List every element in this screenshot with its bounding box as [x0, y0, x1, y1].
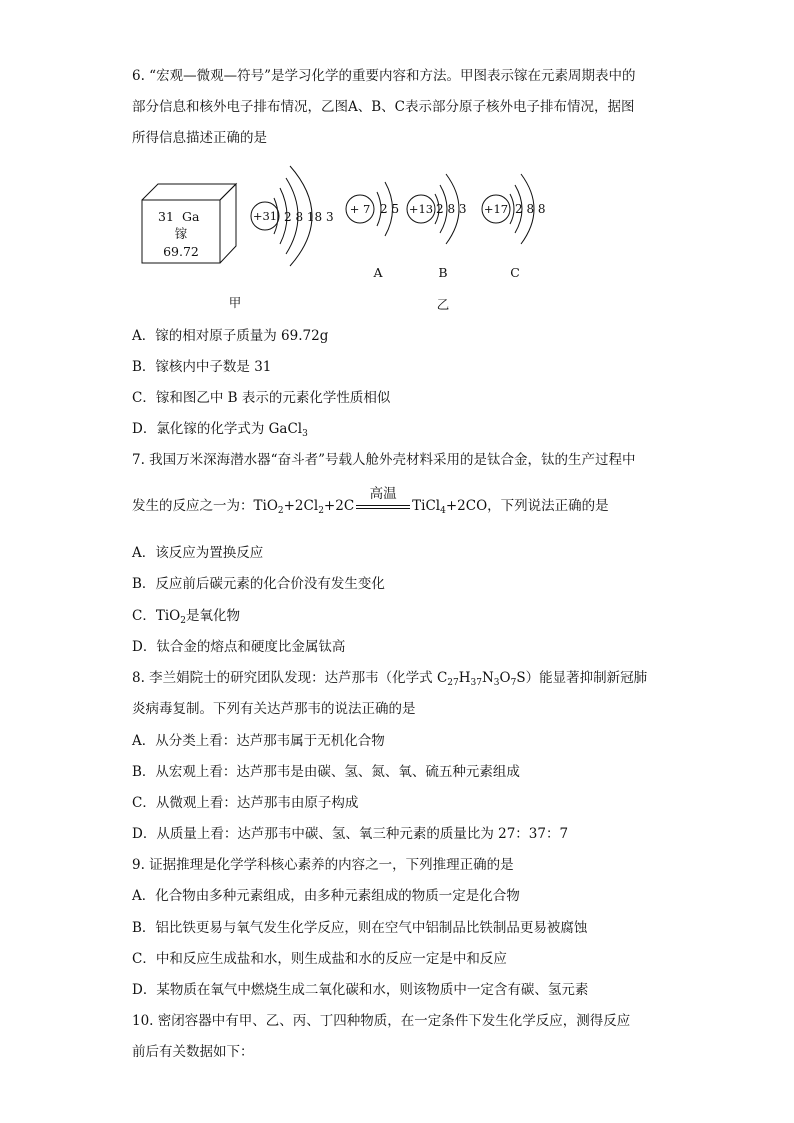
q8-option-b: B．从宏观上看：达芦那韦是由碳、氢、氮、氧、硫五种元素组成	[132, 764, 520, 780]
q8-option-a: A．从分类上看：达芦那韦属于无机化合物	[132, 733, 385, 749]
q9-stem: 9. 证据推理是化学学科核心素养的内容之一，下列推理正确的是	[132, 857, 514, 873]
q8-option-d: D．从质量上看：达芦那韦中碳、氢、氧三种元素的质量比为 27：37：7	[132, 826, 569, 842]
reaction-arrow	[354, 486, 412, 516]
q6-stem-line-3: 所得信息描述正确的是	[132, 130, 267, 146]
q7-eq-part-4: TiCl	[412, 498, 441, 514]
tile-name: 镓	[174, 226, 188, 241]
q9-option-c: C．中和反应生成盐和水，则生成盐和水的反应一定是中和反应	[132, 951, 507, 967]
q7-stem-line-2	[132, 486, 609, 516]
atom-c-nucleus-charge: +17	[483, 202, 509, 216]
q7-eq-sub-2: 2	[318, 506, 324, 516]
q7-eq-sub-3: 4	[440, 506, 446, 516]
atom-c-shell-1	[510, 194, 514, 224]
q8-formula-sub-n: 3	[493, 678, 500, 688]
q8-formula-h: H	[458, 670, 471, 686]
ga-electron-counts: 2 8 18 3	[284, 210, 334, 224]
atom-c-electron-counts: 2 8 8	[515, 202, 546, 216]
element-tile-side	[220, 184, 236, 263]
q9-option-b: B．铝比铁更易与氧气发生化学反应，则在空气中铝制品比铁制品更易被腐蚀	[132, 920, 588, 936]
tile-mass: 69.72	[163, 244, 199, 259]
q7-eq-part-2: +2Cl	[283, 498, 319, 514]
q8-formula-n: N	[481, 670, 494, 686]
q10-stem-line-2: 前后有关数据如下：	[132, 1044, 254, 1060]
tile-symbol: Ga	[182, 209, 200, 224]
reaction-condition: 高温	[369, 486, 397, 502]
q9-option-a: A．化合物由多种元素组成，由多种元素组成的物质一定是化合物	[132, 888, 520, 904]
q8-stem-text-rest: S）能显著抑制新冠肺	[516, 670, 648, 686]
reaction-equals-top	[356, 505, 410, 506]
q7-option-c-rest: 是氧化物	[185, 608, 240, 624]
q9-option-d: D．某物质在氧气中燃烧生成二氧化碳和水，则该物质中一定含有碳、氢元素	[132, 982, 589, 998]
q6-option-d-subscript: 3	[302, 429, 308, 439]
q7-eq-part-3: +2C	[323, 498, 355, 514]
q7-stem-line-1: 7. 我国万米深海潜水器“奋斗者”号载人舱外壳材料采用的是钛合金，钛的生产过程中	[132, 452, 636, 468]
q8-formula-sub-h: 37	[470, 678, 482, 688]
q7-option-c	[132, 606, 240, 626]
reaction-equals-bottom	[356, 508, 410, 509]
q8-option-c: C．从微观上看：达芦那韦由原子构成	[132, 795, 359, 811]
q7-eq-part-5: +2CO，下列说法正确的是	[445, 498, 609, 514]
q6-option-a: A．镓的相对原子质量为 69.72g	[132, 328, 329, 344]
q7-option-d: D．钛合金的熔点和硬度比金属钛高	[132, 639, 346, 655]
q6-stem-line-1: 6. “宏观—微观—符号”是学习化学的重要内容和方法。甲图表示镓在元素周期表中的	[132, 68, 636, 84]
q6-option-c: C．镓和图乙中 B 表示的元素化学性质相似	[132, 390, 391, 406]
atom-b-nucleus-charge: +13	[408, 202, 434, 216]
q7-option-c-text: C．TiO	[132, 608, 181, 624]
q7-option-b: B．反应前后碳元素的化合价没有发生变化	[132, 576, 385, 592]
q6-option-d-text: D．氯化镓的化学式为 GaCl	[132, 421, 303, 437]
tile-atomic-number: 31	[158, 209, 174, 224]
q7-option-c-subscript: 2	[180, 616, 186, 626]
atom-a-nucleus-charge: + 7	[349, 202, 371, 216]
q7-eq-sub-1: 2	[277, 506, 284, 516]
atom-c-label: C	[510, 265, 520, 280]
q6-figure	[130, 160, 570, 320]
q8-formula-o: O	[499, 670, 511, 686]
q6-option-b: B．镓核内中子数是 31	[132, 359, 272, 375]
atom-a-label: A	[373, 265, 383, 280]
atom-b-electron-counts: 2 8 3	[436, 202, 467, 216]
figure-label-jia: 甲	[228, 295, 242, 310]
q8-stem-text: 8. 李兰娟院士的研究团队发现：达芦那韦（化学式 C	[132, 670, 448, 686]
q8-stem-line-1	[132, 668, 647, 688]
q6-option-d	[132, 419, 308, 439]
figure-label-yi: 乙	[436, 297, 450, 312]
q7-option-a: A．该反应为置换反应	[132, 545, 264, 561]
ga-nucleus-charge: +31	[252, 209, 278, 223]
q8-formula-sub-c: 27	[447, 678, 459, 688]
atom-b-label: B	[438, 265, 448, 280]
atom-a-electron-counts: 2 5	[380, 202, 400, 216]
q7-eq-part-1: 发生的反应之一为：TiO	[132, 498, 278, 514]
q10-stem-line-1: 10. 密闭容器中有甲、乙、丙、丁四种物质，在一定条件下发生化学反应，测得反应	[132, 1013, 631, 1029]
q6-stem-line-2: 部分信息和核外电子排布情况，乙图A、B、C表示部分原子核外电子排布情况，据图	[132, 99, 635, 115]
q8-formula-sub-o: 7	[510, 678, 517, 688]
q8-stem-line-2: 炎病毒复制。下列有关达芦那韦的说法正确的是	[132, 701, 416, 717]
